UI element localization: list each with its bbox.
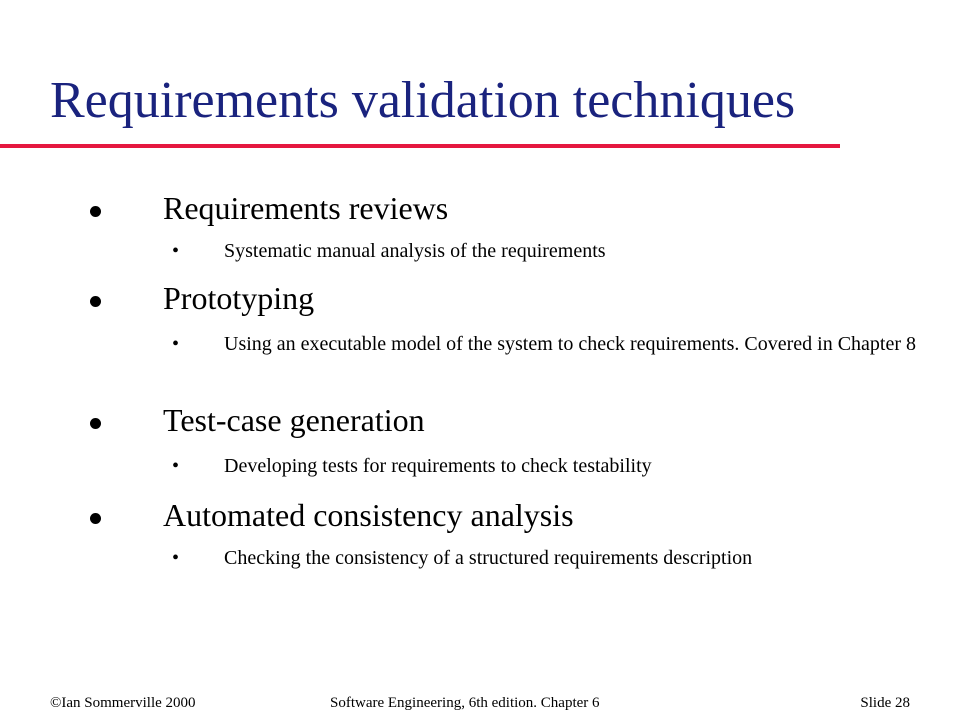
sub-bullet-icon: • [172, 333, 180, 355]
bullet-heading: Automated consistency analysis [163, 497, 574, 533]
bullet-heading: Test-case generation [163, 402, 425, 438]
bullet-heading: Requirements reviews [163, 190, 449, 226]
footer-slide-number: Slide 28 [860, 695, 910, 711]
slide-title: Requirements validation techniques [50, 72, 796, 129]
sub-bullet-icon: • [172, 547, 180, 569]
sub-bullet-icon: • [172, 240, 180, 262]
footer-book-title: Software Engineering, 6th edition. Chapter 6 [330, 695, 600, 711]
bullet-detail: Systematic manual analysis of the requirements [224, 240, 606, 262]
bullet-heading: Prototyping [163, 280, 315, 316]
round-bullet-icon [90, 296, 101, 307]
bullet-detail: Developing tests for requirements to check testability [224, 455, 652, 477]
sub-bullet-icon: • [172, 455, 180, 477]
round-bullet-icon [90, 418, 101, 429]
bullet-detail: Using an executable model of the system to check requirements. Covered in Chapter 8 [224, 333, 917, 355]
bullet-detail: Checking the consistency of a structured requirements description [224, 547, 753, 569]
round-bullet-icon [90, 513, 101, 524]
footer-copyright: ©Ian Sommerville 2000 [50, 695, 196, 711]
title-underline [0, 144, 840, 148]
round-bullet-icon [90, 206, 101, 217]
